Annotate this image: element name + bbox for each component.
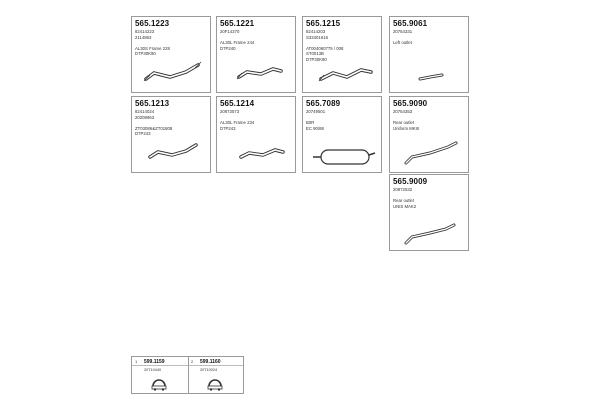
part-code: 565.1223 [135,19,170,28]
clamp-details: 20T10440 [144,368,162,372]
part-card-565-9090 [389,96,469,173]
exhaust-pipe-icon [132,97,212,174]
exhaust-pipe-icon [132,17,212,94]
part-card-565-9061 [389,16,469,93]
part-card-565-7089 [302,96,382,173]
part-details: 20749501 B0R EC 90/88 [306,109,326,131]
part-details: 20754353 Rear outlet Uniform MKIII [393,109,420,131]
part-card-565-1214 [216,96,296,173]
part-code: 565.9009 [393,177,428,186]
part-details: 82414203 S33401616 AT004060775 / 008 ST0013B D7P30K90 [306,29,344,62]
clamp-number: 1 [135,359,138,364]
exhaust-pipe-icon [390,17,470,94]
exhaust-pipe-icon [303,17,383,94]
part-card-565-1213 [131,96,211,173]
clamp-icon [150,377,170,393]
part-code: 565.7089 [306,99,341,108]
part-code: 565.9090 [393,99,428,108]
part-code: 565.1214 [220,99,255,108]
part-details: 20754331 Left outlet [393,29,413,46]
muffler-icon [303,97,383,174]
part-details: 82414024 20208963 ZT03086&ZT01808 D7P243 [135,109,173,137]
part-card-565-9009 [389,174,469,251]
clamp-panel [131,356,244,394]
exhaust-pipe-icon [217,97,297,174]
part-code: 565.1221 [220,19,255,28]
exhaust-pipe-icon [390,97,470,174]
exhaust-pipe-icon [390,175,470,252]
clamp-code: 599.1160 [200,358,221,365]
clamp-icon [206,377,226,393]
exhaust-pipe-icon [217,17,297,94]
part-card-565-1215 [302,16,382,93]
part-card-565-1223 [131,16,211,93]
clamp-number: 2 [191,359,194,364]
part-details: 82414223 2114863 AL30S Frame 228 D7P30K90 [135,29,170,57]
part-code: 565.9061 [393,19,428,28]
part-code: 565.1215 [306,19,341,28]
clamp-details: 20T10024 [200,368,218,372]
part-details: 20873573 AL30L Frame 234 D7P243 [220,109,255,131]
part-code: 565.1213 [135,99,170,108]
divider [188,357,189,393]
part-details: 20F14370 AL30L Frame 244 D7P240 [220,29,255,51]
clamp-code: 599.1159 [144,358,165,365]
part-card-565-1221 [216,16,296,93]
part-details: 20872532 Rear outlet UNIS MAK2 [393,187,417,209]
